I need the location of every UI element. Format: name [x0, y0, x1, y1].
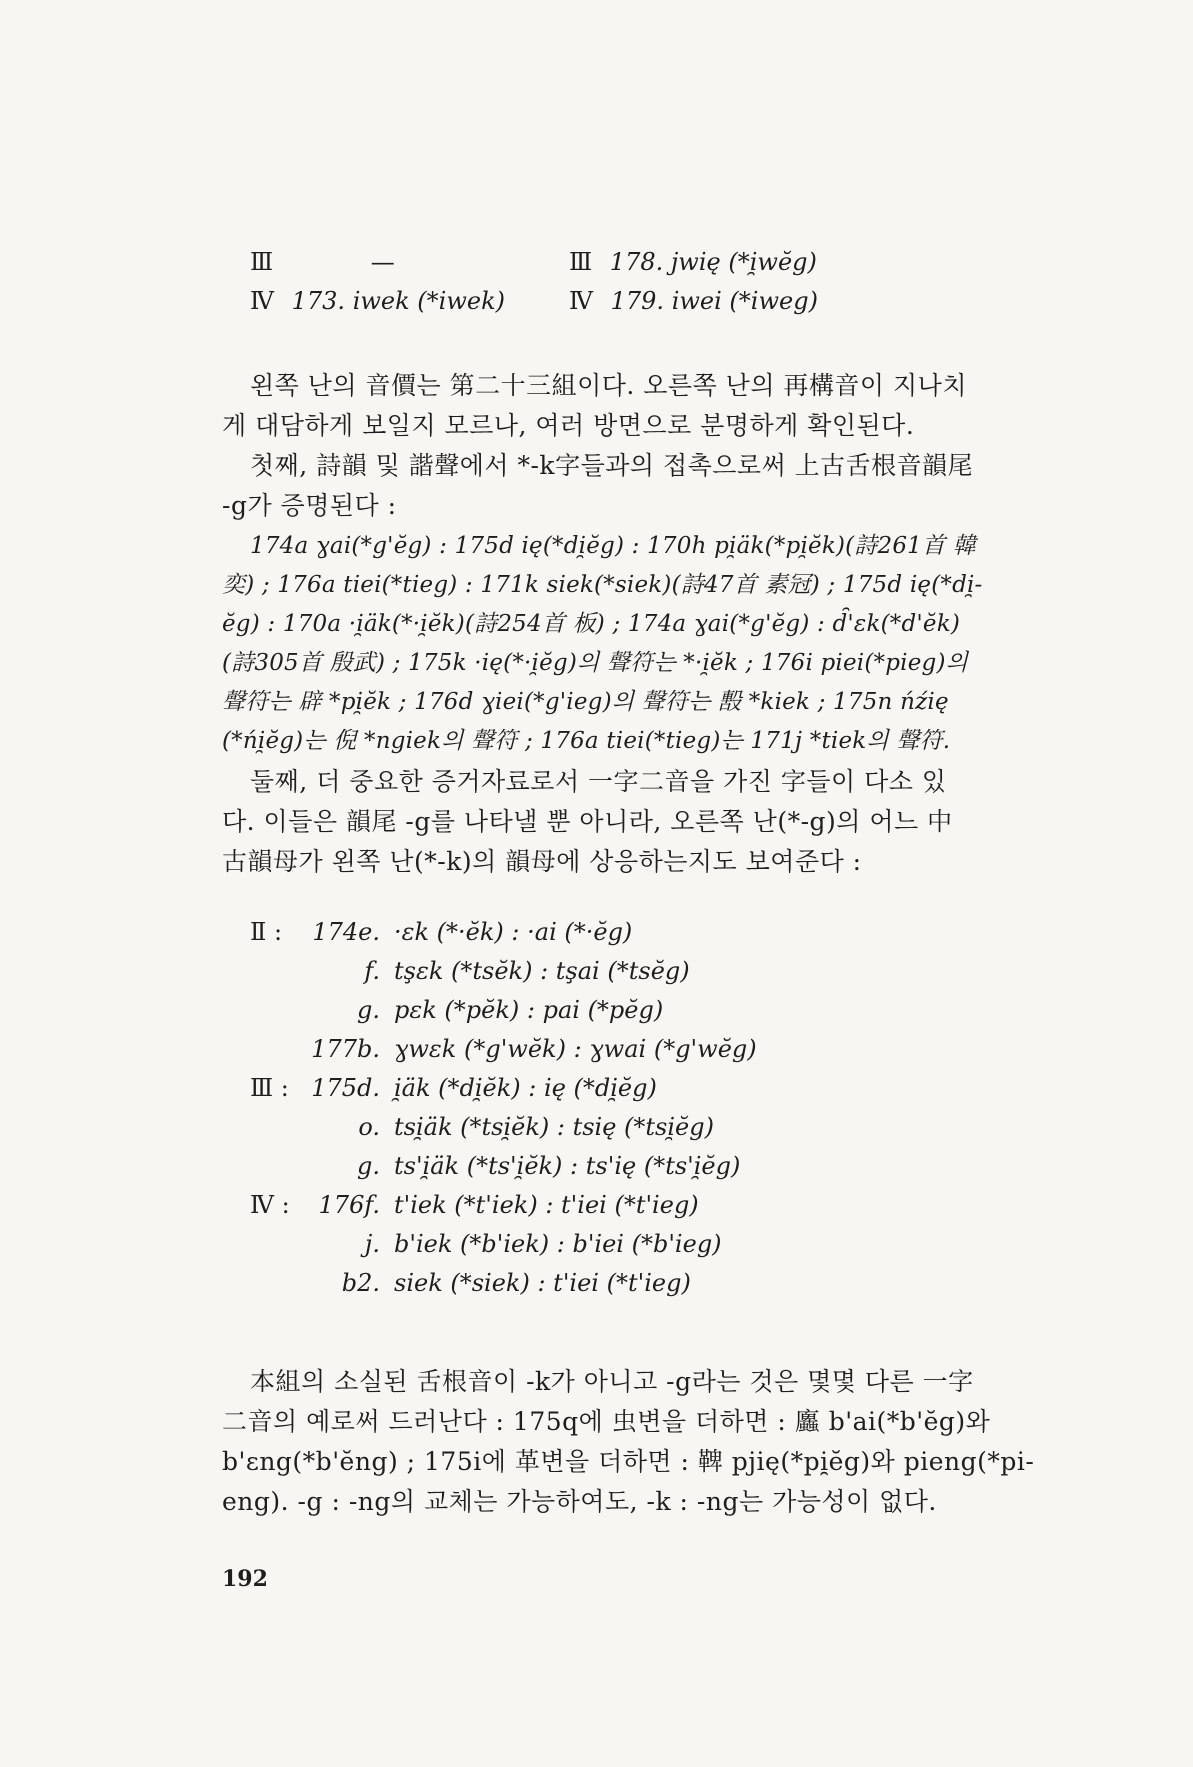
- entry-text: b'iek (*b'iek) : b'iei (*b'ieg): [394, 1230, 722, 1258]
- table-row: [250, 918, 632, 946]
- entry-text: tsi̯äk (*tsi̯ĕk) : tsię (*tsi̯ĕg): [394, 1113, 714, 1141]
- entry-text: ɣwɛk (*g'wĕk) : ɣwai (*g'wĕg): [394, 1035, 757, 1063]
- entry-text: ·ɛk (*·ĕk) : ·ai (*·ĕg): [394, 918, 633, 946]
- top-table-row-1-right: [569, 248, 817, 276]
- entry-number: 177b.: [311, 1035, 380, 1063]
- para2-line: -g가 증명된다 :: [222, 491, 397, 520]
- para4-line: 本組의 소실된 舌根音이 -k가 아니고 -g라는 것은 몇몇 다른 一字: [250, 1367, 974, 1396]
- para4-line: 二音의 예로써 드러난다 : 175q에 虫변을 더하면 : 蠯 b'ai(*b'ĕg)와: [222, 1407, 991, 1436]
- entry-text: i̯äk (*di̯ĕk) : ię (*di̯ĕg): [394, 1074, 657, 1102]
- table-row: [250, 1152, 740, 1180]
- table-row: [250, 1191, 699, 1219]
- table-row: [250, 1230, 722, 1258]
- entry-number: 176f.: [318, 1191, 380, 1219]
- para4-line: eng). -g : -ng의 교체는 가능하여도, -k : -ng는 가능성이 없다.: [222, 1487, 937, 1516]
- entry-number: o.: [358, 1113, 380, 1141]
- table-row: [250, 996, 663, 1024]
- entry-number: 175d.: [311, 1074, 380, 1102]
- para3-line: 古韻母가 왼쪽 난(*-k)의 韻母에 상응하는지도 보여준다 :: [222, 847, 862, 876]
- table-row: [250, 1074, 657, 1102]
- entry-text: 179. iwei (*iweg): [610, 287, 818, 315]
- roman-numeral: Ⅳ: [569, 287, 593, 315]
- top-table-row-2-right: [569, 287, 818, 315]
- entry-text: pɛk (*pĕk) : pai (*pĕg): [394, 996, 664, 1024]
- example-line: (詩305首 殷武) ; 175k ·ię(*·i̯ĕg)의 聲符는 *·i̯ĕk ; 176i piei(*pieg)의: [222, 650, 969, 676]
- para3-line: 다. 이들은 韻尾 -g를 나타낼 뿐 아니라, 오른쪽 난(*-g)의 어느 中: [222, 807, 953, 836]
- example-line: 奕) ; 176a tiei(*tieg) : 171k siek(*siek)(詩47首 素冠) ; 175d ię(*di̯-: [222, 572, 983, 598]
- example-line: (*ńi̯ĕg)는 倪 *ngiek의 聲符 ; 176a tiei(*tieg)는 171j *tiek의 聲符.: [222, 728, 951, 754]
- roman-numeral: Ⅱ :: [250, 918, 283, 946]
- roman-numeral: Ⅲ: [250, 248, 274, 276]
- para3-line: 둘째, 더 중요한 증거자료로서 一字二音을 가진 字들이 다소 있: [250, 767, 947, 796]
- entry-text: 178. jwię (*i̯wĕg): [609, 248, 817, 276]
- dash: —: [370, 248, 395, 276]
- entry-text: t'iek (*t'iek) : t'iei (*t'ieg): [394, 1191, 699, 1219]
- entry-number: f.: [364, 957, 380, 985]
- roman-numeral: Ⅳ: [250, 287, 274, 315]
- example-line: ĕg) : 170a ·i̯äk(*·i̯ĕk)(詩254首 板) ; 174a ɣai(*g'ĕg) : d̑'ɛk(*d'ĕk): [222, 611, 961, 637]
- example-line: 174a ɣai(*g'ĕg) : 175d ię(*di̯ĕg) : 170h pi̯äk(*pi̯ĕk)(詩261首 韓: [250, 533, 976, 559]
- entry-text: siek (*siek) : t'iei (*t'ieg): [394, 1269, 691, 1297]
- roman-numeral: Ⅳ :: [250, 1191, 290, 1219]
- para4-line: b'ɛng(*b'ĕng) ; 175i에 革변을 더하면 : 鞞 pjię(*pi̯ĕg)와 pieng(*pi-: [222, 1447, 1035, 1476]
- example-line: 聲符는 辟 *pi̯ĕk ; 176d ɣiei(*g'ieg)의 聲符는 毄 *kiek ; 175n ńźię: [222, 689, 949, 715]
- entry-text: tşɛk (*tsĕk) : tşai (*tsĕg): [394, 957, 690, 985]
- page-number: 192: [222, 1566, 268, 1592]
- entry-text: 173. iwek (*iwek): [291, 287, 505, 315]
- entry-text: ts'i̯äk (*ts'i̯ĕk) : ts'ię (*ts'i̯ĕg): [394, 1152, 741, 1180]
- roman-numeral: Ⅲ: [569, 248, 593, 276]
- table-row: [250, 1113, 714, 1141]
- table-row: [250, 957, 690, 985]
- para2-line: 첫째, 詩韻 및 諧聲에서 *-k字들과의 접촉으로써 上古舌根音韻尾: [250, 451, 974, 480]
- table-row: [250, 1035, 757, 1063]
- roman-numeral: Ⅲ :: [250, 1074, 289, 1102]
- entry-number: 174e.: [312, 918, 380, 946]
- para1-line: 왼쪽 난의 音價는 第二十三組이다. 오른쪽 난의 再構音이 지나치: [250, 371, 967, 400]
- entry-number: g.: [357, 996, 380, 1024]
- top-table-row-2: [250, 287, 505, 315]
- para1-line: 게 대담하게 보일지 모르나, 여러 방면으로 분명하게 확인된다.: [222, 411, 915, 440]
- entry-number: j.: [364, 1230, 380, 1258]
- entry-number: b2.: [341, 1269, 380, 1297]
- table-row: [250, 1269, 691, 1297]
- top-table-row-1: [250, 248, 395, 276]
- entry-number: g.: [357, 1152, 380, 1180]
